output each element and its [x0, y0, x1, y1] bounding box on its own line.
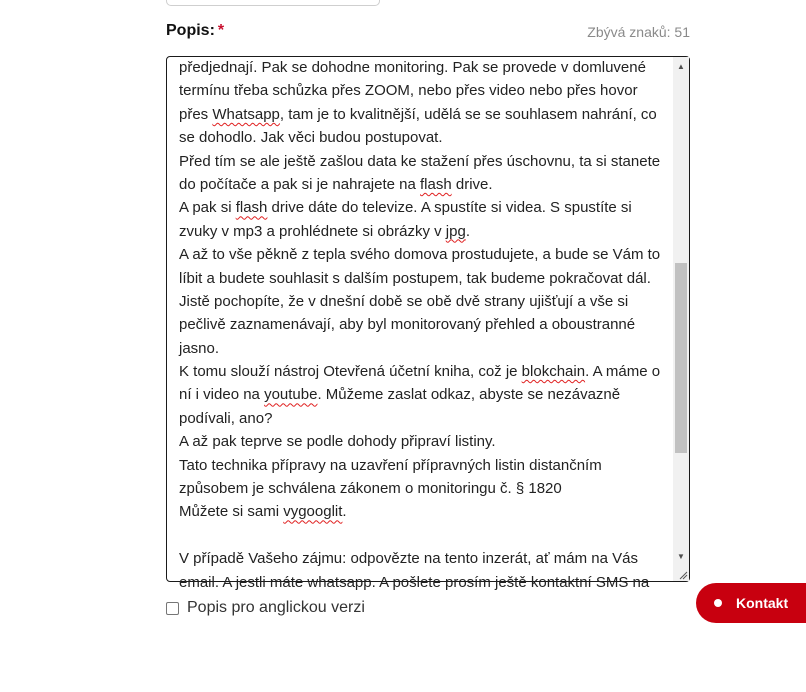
- english-description-label[interactable]: Popis pro anglickou verzi: [187, 599, 365, 616]
- textarea-line: Jistě pochopíte, že v dnešní době se obě dvě strany ujišťují a vše si: [179, 292, 629, 310]
- scroll-down-arrow-icon[interactable]: ▼: [677, 552, 685, 561]
- textarea-line: přes Whatsapp, tam je to kvalitnější, udělá se se souhlasem nahrání, co: [179, 105, 657, 123]
- previous-input-field[interactable]: [166, 0, 380, 6]
- textarea-line: A až pak teprve se podle dohody připraví listiny.: [179, 433, 496, 451]
- textarea-line: Můžete si sami vygooglit.: [179, 503, 347, 521]
- description-label: Popis: *: [166, 22, 225, 39]
- textarea-line: termínu třeba schůzka přes ZOOM, nebo přes video nebo přes hovor: [179, 82, 638, 100]
- textarea-line: Tato technika přípravy na uzavření přípravných listin distančním: [179, 456, 602, 474]
- scrollbar-thumb[interactable]: [675, 263, 687, 453]
- textarea-line: způsobem je schválena zákonem o monitoringu č. § 1820: [179, 480, 562, 498]
- description-text[interactable]: [179, 56, 667, 594]
- textarea-line: zvuky v mp3 a prohlédnete si obrázky v jpg.: [179, 222, 470, 240]
- textarea-line: ní i video na youtube. Můžeme zaslat odkaz, abyste se nezávazně: [179, 386, 621, 404]
- textarea-line: pečlivě zaznamenávají, aby byl monitorovaný přehled a oboustranné: [179, 316, 636, 334]
- description-header: [166, 22, 690, 42]
- textarea-line: A až to vše pěkně z tepla svého domova prostudujete, a bude se Vám to: [179, 246, 661, 264]
- textarea-line: líbit a budete souhlasit s dalším postupem, tak budeme pokračovat dál.: [179, 269, 651, 287]
- chars-remaining-counter: Zbývá znaků: 51: [587, 24, 690, 40]
- textarea-line: A pak si flash drive dáte do televize. A spustíte si videa. S spustíte si: [179, 199, 632, 217]
- textarea-line: se dohodlo. Jak věci budou postupovat.: [179, 129, 443, 147]
- textarea-scrollbar[interactable]: [673, 57, 689, 581]
- scroll-up-arrow-icon[interactable]: ▲: [677, 62, 685, 71]
- description-textarea[interactable]: [166, 56, 690, 591]
- textarea-line: K tomu slouží nástroj Otevřená účetní kniha, což je blokchain. A máme o: [179, 363, 661, 381]
- textarea-line: předjednají. Pak se dohodne monitoring. Pak se provede v domluvené: [179, 59, 646, 76]
- textarea-line: V případě Vašeho zájmu: odpovězte na tento inzerát, ať mám na Vás: [179, 550, 638, 568]
- textarea-line: jasno.: [179, 339, 220, 357]
- textarea-line: [179, 524, 667, 547]
- textarea-line: do počítače a pak si je nahrajete na flash drive.: [179, 175, 493, 193]
- contact-button[interactable]: [696, 583, 806, 623]
- required-mark: *: [217, 22, 225, 39]
- resize-handle-icon[interactable]: [678, 570, 688, 580]
- contact-button-label: Kontakt: [736, 595, 789, 611]
- chars-remaining-value: 51: [674, 24, 690, 40]
- textarea-line: email. A jestli máte whatsapp. A pošlete prosím ještě kontaktní SMS na: [179, 573, 650, 591]
- textarea-line: Před tím se ale ještě zašlou data ke stažení přes úschovnu, ta si stanete: [179, 152, 661, 170]
- english-description-checkbox[interactable]: [166, 602, 179, 615]
- contact-dot-icon: [714, 599, 722, 607]
- textarea-line: podívali, ano?: [179, 409, 273, 427]
